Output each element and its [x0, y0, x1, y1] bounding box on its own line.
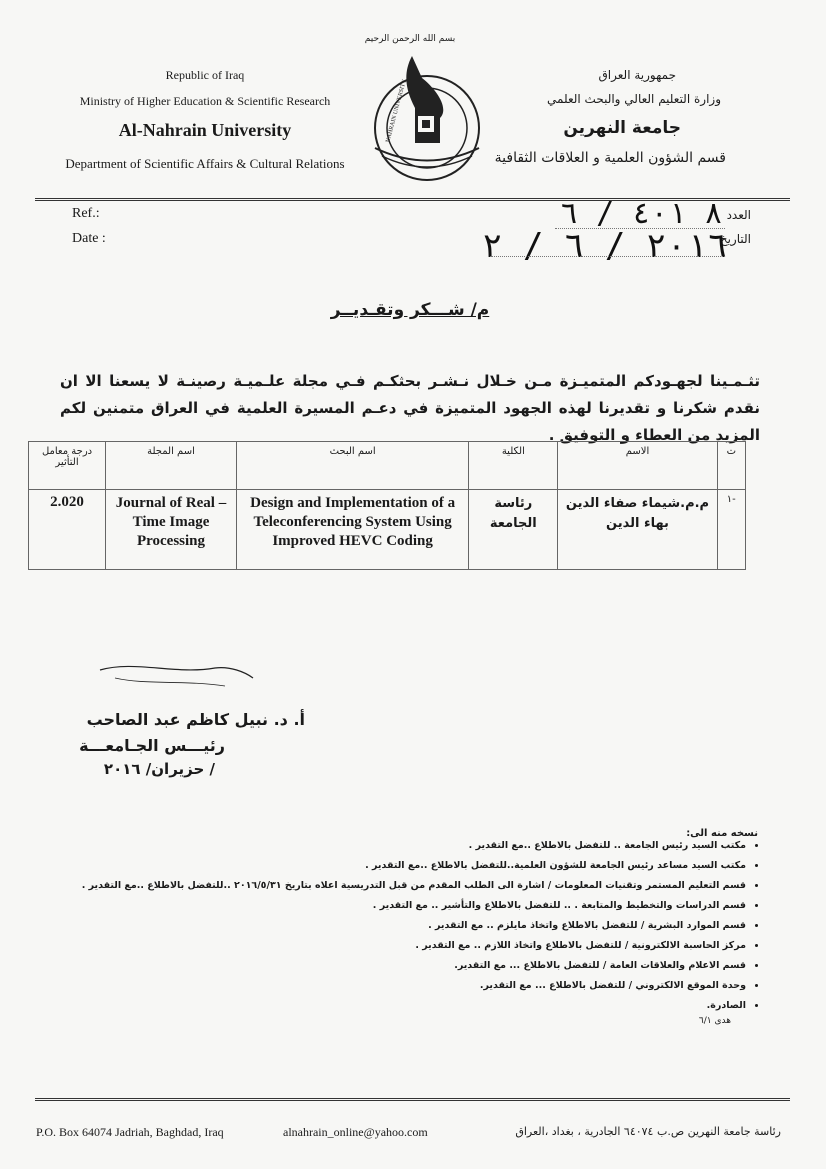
list-item: • الصادرة.: [66, 1000, 746, 1012]
cell-seq: -١: [717, 490, 745, 570]
university-logo: [360, 48, 495, 183]
cell-name: م.م.شيماء صفاء الدين بهاء الدين: [558, 490, 717, 570]
footer-email: alnahrain_online@yahoo.com: [283, 1125, 428, 1139]
list-item: • وحدة الموقع الالكتروني / للتفضل بالاطلاع ... مع التقدير.: [66, 980, 746, 992]
header-college: الكلية: [469, 442, 558, 490]
typist-initials: هدى ٦/١: [698, 1016, 731, 1026]
list-item: • قسم الموارد البشرية / للتفضل بالاطلاع واتخاذ مايلزم .. مع التقدير .: [66, 920, 746, 932]
cc-heading: نسخه منه الى:: [686, 828, 758, 839]
cell-journal: Journal of Real –Time Image Processing: [106, 490, 237, 570]
ref-value-handwritten: ٨ ٤٠١ / ٦: [560, 196, 723, 231]
cell-research-title: Design and Implementation of a Teleconferencing System Using Improved HEVC Coding: [236, 490, 468, 570]
letterhead-ar-department: قسم الشؤون العلمية و العلاقات الثقافية: [494, 150, 726, 166]
list-item: • قسم الدراسات والتخطيط والمتابعة . .. للتفضل بالاطلاع والتأشير .. مع التقدير .: [66, 900, 746, 912]
header-name: الاسم: [558, 442, 717, 490]
letterhead-ar-ministry: وزارة التعليم العالي والبحث العلمي: [547, 92, 721, 106]
ref-label: Ref.:: [72, 206, 100, 221]
header-impact: درجة معامل التأثير: [29, 442, 106, 490]
list-item: • مركز الحاسبة الالكترونية / للتفضل بالاطلاع واتخاذ اللازم .. مع التقدير .: [66, 940, 746, 952]
signature-date: / حزيران/ ٢٠١٦: [103, 760, 215, 778]
letterhead-en-country: Republic of Iraq: [165, 68, 245, 82]
list-item: • مكتب السيد رئيس الجامعة .. للتفضل بالاطلاع ..مع التقدير .: [66, 840, 746, 852]
signatory-title: رئيـــس الجـامعـــة: [79, 736, 225, 755]
ref-label-ar: العدد: [726, 208, 751, 222]
basmala: بسم الله الرحمن الرحيم: [364, 34, 456, 44]
header-seq: ت: [717, 442, 745, 490]
ref-dotted-line: [555, 228, 725, 229]
cell-impact: 2.020: [29, 490, 106, 570]
footer-rule: [35, 1098, 790, 1101]
subject-heading: م/ شـــكر وتقـديــر: [330, 300, 490, 320]
date-label-ar: التاريخ: [719, 232, 751, 246]
cc-list: [66, 840, 764, 1020]
handwritten-signature: [95, 660, 255, 710]
body-paragraph: تثـمـينا لجهـودكم المتميـزة مـن خـلال نـشـر بحثكـم فـي مجلة علـميـة رصينـة لا يسعنا الا ان نقدم شكرنا و تقديرنا لهذه الجهود المتميزة في دعـم المسيرة العلمية في العراق متمنين لكم المزيد من العطاء و التوفيق .: [60, 372, 760, 444]
logo-text: NAHRAIN UNIVERSITY: [385, 78, 408, 144]
list-item: • قسم الاعلام والعلاقات العامة / للتفضل بالاطلاع ... مع التقدير.: [66, 960, 746, 972]
letterhead-en-university: Al-Nahrain University: [118, 120, 292, 140]
letterhead-en-department: Department of Scientific Affairs & Cultural Relations: [65, 156, 345, 171]
signatory-name: أ. د. نبيل كاظم عبد الصاحب: [86, 710, 305, 729]
research-table: [28, 441, 746, 570]
table-header-row: [29, 442, 746, 490]
header-research: اسم البحث: [236, 442, 468, 490]
date-label: Date :: [72, 231, 106, 246]
table-row: [29, 490, 746, 570]
date-dotted-line: [490, 256, 725, 257]
list-item: • قسم التعليم المستمر وتقنيات المعلومات / اشارة الى الطلب المقدم من قبل التدريسية اعلاه بتاريخ ٢٠١٦/٥/٣١ ..للتفضل بالاطلاع ..مع التقدير .: [66, 880, 746, 892]
footer-ar-address: رئاسة جامعة النهرين ص.ب ٦٤٠٧٤ الجادرية ، بغداد ،العراق: [515, 1125, 781, 1138]
header-journal: اسم المجلة: [106, 442, 237, 490]
date-value-handwritten: ٢٠١٦ / ٦ / ٢: [482, 226, 728, 266]
letterhead-ar-university: جامعة النهرين: [563, 118, 681, 138]
list-item: • مكتب السيد مساعد رئيس الجامعة للشؤون العلمية..للتفضل بالاطلاع ..مع التقدير .: [66, 860, 746, 872]
cell-college: رئاسة الجامعة: [469, 490, 558, 570]
letterhead-ar-country: جمهورية العراق: [598, 68, 676, 82]
footer-pobox: P.O. Box 64074 Jadriah, Baghdad, Iraq: [36, 1125, 224, 1139]
letterhead-en-ministry: Ministry of Higher Education & Scientific Research: [79, 94, 331, 108]
